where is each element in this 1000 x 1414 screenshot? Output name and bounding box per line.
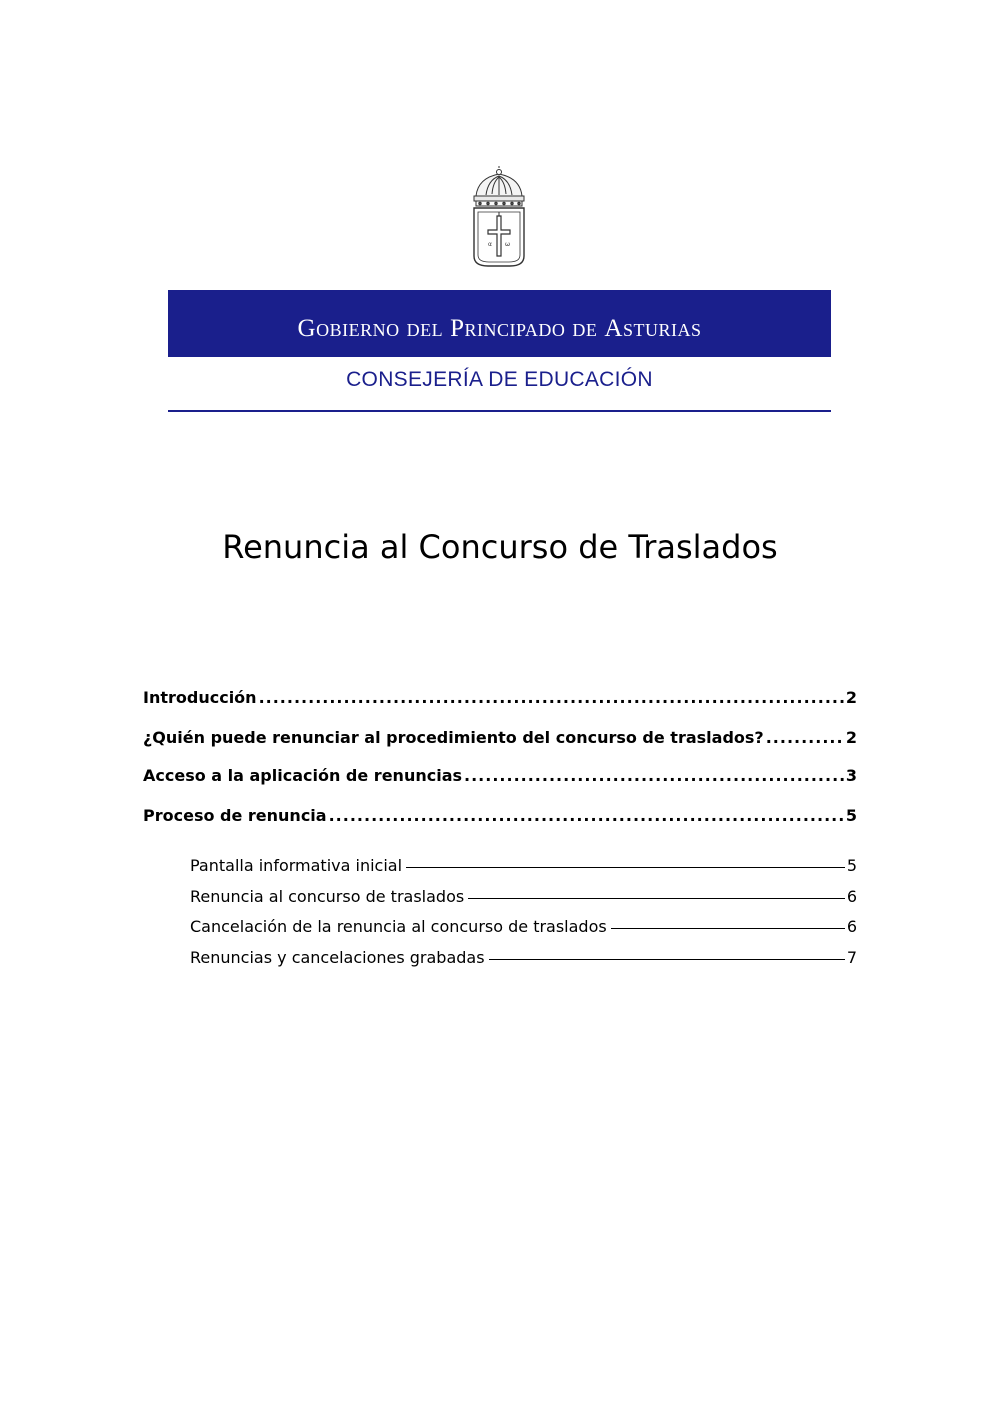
toc-page-number: 5 <box>846 856 857 875</box>
toc-page-number: 6 <box>846 887 857 906</box>
toc-subentry[interactable] <box>190 856 857 875</box>
toc-leader-dots <box>464 766 844 785</box>
toc-leader-line <box>468 898 845 899</box>
toc-leader-line <box>611 928 845 929</box>
government-banner <box>168 290 831 357</box>
toc-page-number: 3 <box>845 766 857 785</box>
toc-entry-label: Proceso de renuncia <box>143 806 327 825</box>
toc-leader-line <box>406 867 845 868</box>
toc-subentry[interactable] <box>190 887 857 906</box>
toc-page-number: 2 <box>845 728 857 747</box>
toc-entry-label: ¿Quién puede renunciar al procedimiento del concurso de traslados? <box>143 728 764 747</box>
toc-leader-dots <box>329 806 844 825</box>
svg-text:α: α <box>488 241 492 248</box>
toc-entry[interactable] <box>143 688 857 707</box>
toc-entry[interactable] <box>143 766 857 785</box>
toc-subentry-label: Renuncias y cancelaciones grabadas <box>190 948 485 967</box>
toc-leader-dots <box>259 688 844 707</box>
toc-subentry-label: Renuncia al concurso de traslados <box>190 887 465 906</box>
toc-page-number: 6 <box>846 917 857 936</box>
toc-page-number: 7 <box>846 948 857 967</box>
toc-leader-dots <box>766 728 844 747</box>
coat-of-arms-icon <box>468 166 530 270</box>
toc-subentry-label: Cancelación de la renuncia al concurso de traslados <box>190 917 607 936</box>
toc-entry[interactable] <box>143 728 857 747</box>
toc-subentry[interactable] <box>190 917 857 936</box>
header-divider <box>168 410 831 412</box>
toc-leader-line <box>489 959 845 960</box>
toc-entry-label: Introducción <box>143 688 257 707</box>
toc-page-number: 5 <box>845 806 857 825</box>
toc-subentry-label: Pantalla informativa inicial <box>190 856 403 875</box>
toc-entry-label: Acceso a la aplicación de renuncias <box>143 766 463 785</box>
svg-text:ω: ω <box>505 241 511 248</box>
toc-page-number: 2 <box>845 688 857 707</box>
document-title: Renuncia al Concurso de Traslados <box>222 528 778 566</box>
banner-text: gobierno del principado de asturias <box>297 303 702 344</box>
toc-entry[interactable] <box>143 806 857 825</box>
department-subtitle: CONSEJERÍA DE EDUCACIÓN <box>346 368 653 391</box>
toc-subentry[interactable] <box>190 948 857 967</box>
